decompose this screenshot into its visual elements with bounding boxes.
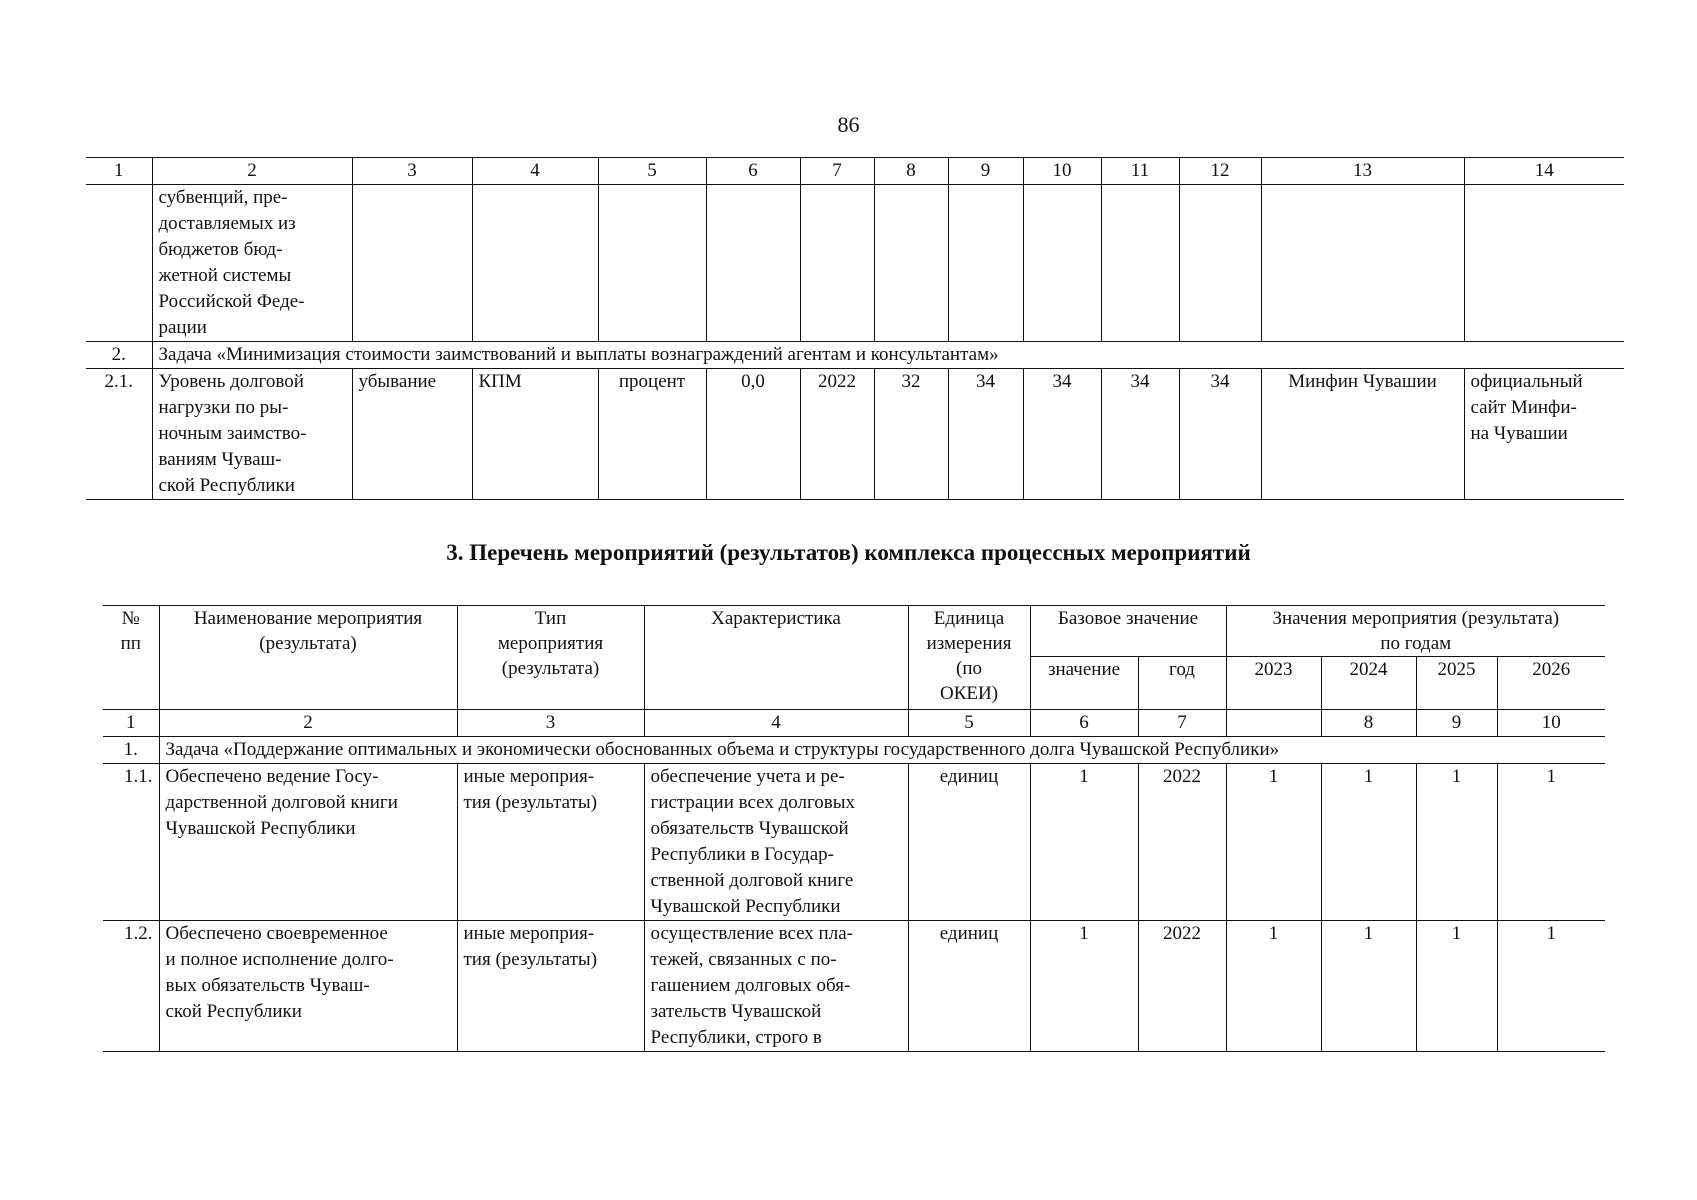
value-cell: 34 [948,369,1023,500]
text-line: иные мероприя- [463,766,595,787]
measure-characteristic [644,764,908,921]
task-row [86,342,1624,369]
text-line: нагрузки по ры- [158,397,289,418]
responsible-cell: Минфин Чувашии [1261,369,1464,500]
year-value-cell: 1 [1497,921,1605,1052]
year-value-cell: 1 [1416,764,1497,921]
measures-table [103,605,1605,1052]
page-number: 86 [837,112,860,137]
value-cell: 34 [1101,369,1179,500]
indicator-name [152,369,352,500]
text-line: (результата) [501,658,600,679]
text-line: бюджетов бюд- [158,239,283,260]
year-value-cell: 1 [1226,921,1321,1052]
empty-cell [1101,185,1179,342]
col-number: 7 [800,158,874,185]
header-values [1226,606,1605,657]
col-number: 9 [1416,710,1497,737]
text-line: жетной системы [158,265,292,286]
measure-name [159,921,457,1052]
col-number: 3 [352,158,472,185]
column-number-row [86,158,1624,185]
col-number: 8 [1321,710,1416,737]
text-line: по годам [1380,633,1452,654]
col-number: 5 [908,710,1030,737]
empty-cell [800,185,874,342]
empty-cell [598,185,706,342]
col-number: 8 [874,158,948,185]
text-line: тия (результаты) [463,792,598,813]
header-characteristic: Характеристика [644,606,908,710]
text-line: Обеспечено ведение Госу- [165,766,379,787]
text-line: Чувашской Республики [650,896,841,917]
text-line: мероприятия [497,633,604,654]
text-line: ночным заимство- [158,423,307,444]
text-line: ваниям Чуваш- [158,449,282,470]
col-number: 10 [1023,158,1101,185]
empty-cell [1261,185,1464,342]
col-number: 2 [152,158,352,185]
row-number: 1.2. [103,921,159,1052]
empty-cell [706,185,800,342]
year-value-cell: 1 [1321,764,1416,921]
year-value-cell: 1 [1497,764,1605,921]
base-value-cell: 1 [1030,921,1138,1052]
row-number: 2.1. [86,369,152,500]
header-base: Базовое значение [1030,606,1226,657]
base-year-cell: 2022 [1138,764,1226,921]
row-number [86,185,152,342]
value-cell: 34 [1023,369,1101,500]
text-line: Чувашской Республики [165,818,356,839]
year-value-cell: 1 [1416,921,1497,1052]
text-line: (по [956,658,982,679]
unit-cell: единиц [908,921,1030,1052]
col-number: 4 [472,158,598,185]
text-line: Республики в Государ- [650,844,834,865]
year-value-cell: 1 [1226,764,1321,921]
header-year: 2025 [1416,657,1497,710]
header-row [103,606,1605,657]
text-line: Обеспечено своевременное [165,923,388,944]
direction-cell: убывание [352,369,472,500]
empty-cell [1179,185,1261,342]
text-line: рации [158,317,207,338]
section-title: 3. Перечень мероприятий (результатов) комплекса процессных мероприятий [446,540,1251,565]
measure-type [457,921,644,1052]
col-number: 11 [1101,158,1179,185]
empty-cell [948,185,1023,342]
header-num [103,606,159,710]
base-year-cell: 2022 [1138,921,1226,1052]
task-text: Задача «Поддержание оптимальных и экономически обоснованных объема и структуры государственного долга Чувашской Республики» [159,737,1605,764]
header-type [457,606,644,710]
text-line: Уровень долговой [158,371,304,392]
header-base-year: год [1138,657,1226,710]
text-line: пп [120,633,141,654]
measure-row [103,921,1605,1052]
type-cell: КПМ [472,369,598,500]
text-line: Единица [933,608,1005,629]
measure-name [159,764,457,921]
col-number: 2 [159,710,457,737]
text-line: ОКЕИ) [939,683,999,704]
text-line: официальный [1470,371,1583,392]
indicators-table [86,157,1624,500]
year-value-cell: 1 [1321,921,1416,1052]
empty-cell [874,185,948,342]
col-number: 6 [706,158,800,185]
col-number: 3 [457,710,644,737]
empty-cell [352,185,472,342]
unit-cell: процент [598,369,706,500]
text-line: Республики, строго в [650,1027,822,1048]
base-value-cell: 0,0 [706,369,800,500]
col-number: 10 [1497,710,1605,737]
text-line: гашением долговых обя- [650,975,851,996]
text-line: обеспечение учета и ре- [650,766,845,787]
task-text: Задача «Минимизация стоимости заимствований и выплаты вознаграждений агентам и консультантам» [152,342,1624,369]
header-base-value: значение [1030,657,1138,710]
header-year: 2024 [1321,657,1416,710]
text-line: тежей, связанных с по- [650,949,837,970]
base-year-cell: 2022 [800,369,874,500]
col-number: 12 [1179,158,1261,185]
text-line: измерения [926,633,1012,654]
text-line: на Чувашии [1470,423,1568,444]
measure-characteristic [644,921,908,1052]
col-number: 1 [103,710,159,737]
col-number [1226,710,1321,737]
col-number: 5 [598,158,706,185]
text-line: № [121,608,140,629]
text-line: (результата) [259,633,357,654]
text-line: дарственной долговой книги [165,792,398,813]
empty-cell [1023,185,1101,342]
text-line: Наименование мероприятия [193,608,423,629]
measure-row [103,764,1605,921]
col-number: 1 [86,158,152,185]
header-unit [908,606,1030,710]
task-number: 2. [86,342,152,369]
col-number: 9 [948,158,1023,185]
text-line: Значения мероприятия (результата) [1272,608,1560,629]
measure-type [457,764,644,921]
source-cell [1464,369,1624,500]
text-line: осуществление всех пла- [650,923,853,944]
text-line: сайт Минфи- [1470,397,1577,418]
text-line: иные мероприя- [463,923,595,944]
text-line: ской Республики [165,1001,302,1022]
row-number: 1.1. [103,764,159,921]
text-line: ской Республики [158,475,295,496]
empty-cell [1464,185,1624,342]
value-cell: 34 [1179,369,1261,500]
text-line: доставляемых из [158,213,296,234]
empty-cell [472,185,598,342]
text-line: обязательств Чувашской [650,818,849,839]
text-line: субвенций, пре- [158,187,288,208]
text-line: Российской Феде- [158,291,305,312]
text-line: Тип [534,608,567,629]
text-line: вых обязательств Чуваш- [165,975,370,996]
indicator-row [86,369,1624,500]
column-number-row [103,710,1605,737]
text-line: тия (результаты) [463,949,598,970]
col-number: 14 [1464,158,1624,185]
base-value-cell: 1 [1030,764,1138,921]
text-line: и полное исполнение долго- [165,949,394,970]
task-number: 1. [103,737,159,764]
task-row [103,737,1605,764]
col-number: 7 [1138,710,1226,737]
col-number: 6 [1030,710,1138,737]
continuation-row [86,185,1624,342]
text-line: зательств Чувашской [650,1001,822,1022]
col-number: 13 [1261,158,1464,185]
header-year: 2023 [1226,657,1321,710]
unit-cell: единиц [908,764,1030,921]
header-name [159,606,457,710]
value-cell: 32 [874,369,948,500]
text-line: гистрации всех долговых [650,792,856,813]
indicator-name [152,185,352,342]
col-number: 4 [644,710,908,737]
header-year: 2026 [1497,657,1605,710]
text-line: ственной долговой книге [650,870,854,891]
